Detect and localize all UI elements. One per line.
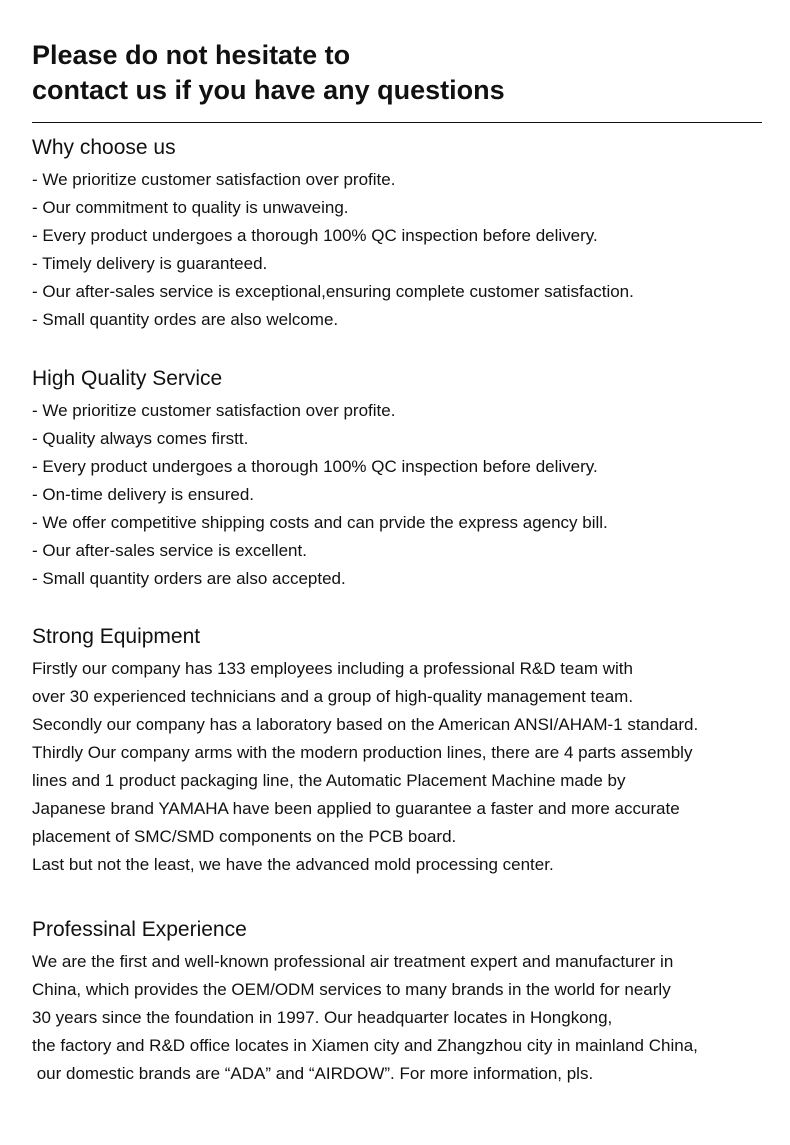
list-item: - We prioritize customer satisfaction over profite. (32, 401, 396, 420)
paragraph-line: Secondly our company has a laboratory based on the American ANSI/AHAM-1 standard. (32, 715, 699, 734)
list-item: - On-time delivery is ensured. (32, 485, 255, 504)
paragraph-line: placement of SMC/SMD components on the PCB board. (32, 827, 457, 846)
section-why-choose-us (32, 134, 787, 334)
list-item: - Our after-sales service is excellent. (32, 541, 307, 560)
paragraph-line: lines and 1 product packaging line, the Automatic Placement Machine made by (32, 771, 626, 790)
list-item: - Timely delivery is guaranteed. (32, 254, 268, 273)
header-divider (32, 122, 762, 123)
paragraph-line: over 30 experienced technicians and a group of high-quality management team. (32, 687, 634, 706)
list-item: - We prioritize customer satisfaction over profite. (32, 170, 396, 189)
list-item: - Our after-sales service is exceptional,ensuring complete customer satisfaction. (32, 282, 634, 301)
list-item: - Every product undergoes a thorough 100% QC inspection before delivery. (32, 226, 598, 245)
paragraph-line: Thirdly Our company arms with the modern production lines, there are 4 parts assembly (32, 743, 693, 762)
section-high-quality-service (32, 365, 787, 593)
title-line-2: contact us if you have any questions (32, 75, 505, 105)
paragraph-line: our domestic brands are “ADA” and “AIRDOW”. For more information, pls. (32, 1064, 594, 1083)
section-professinal-experience (32, 916, 787, 1088)
title-line-1: Please do not hesitate to (32, 40, 351, 70)
list-item: - We offer competitive shipping costs and can prvide the express agency bill. (32, 513, 608, 532)
paragraph-line: 30 years since the foundation in 1997. Our headquarter locates in Hongkong, (32, 1008, 613, 1027)
list-item: - Quality always comes firstt. (32, 429, 249, 448)
list-item: - Small quantity ordes are also welcome. (32, 310, 339, 329)
paragraph-line: Firstly our company has 133 employees including a professional R&D team with (32, 659, 633, 678)
paragraph-line: Japanese brand YAMAHA have been applied to guarantee a faster and more accurate (32, 799, 680, 818)
page-title (32, 38, 782, 108)
paragraph-line: Last but not the least, we have the advanced mold processing center. (32, 855, 554, 874)
section-strong-equipment (32, 623, 787, 879)
list-item: - Every product undergoes a thorough 100% QC inspection before delivery. (32, 457, 598, 476)
section-title: High Quality Service (32, 367, 223, 390)
paragraph-line: We are the first and well-known professional air treatment expert and manufacturer in (32, 952, 674, 971)
list-item: - Small quantity orders are also accepted. (32, 569, 346, 588)
list-item: - Our commitment to quality is unwaveing. (32, 198, 349, 217)
section-title: Strong Equipment (32, 625, 201, 648)
paragraph-line: the factory and R&D office locates in Xiamen city and Zhangzhou city in mainland China, (32, 1036, 698, 1055)
paragraph-line: China, which provides the OEM/ODM services to many brands in the world for nearly (32, 980, 671, 999)
section-title: Why choose us (32, 136, 176, 159)
page-header (32, 38, 782, 123)
section-title: Professinal Experience (32, 918, 247, 941)
